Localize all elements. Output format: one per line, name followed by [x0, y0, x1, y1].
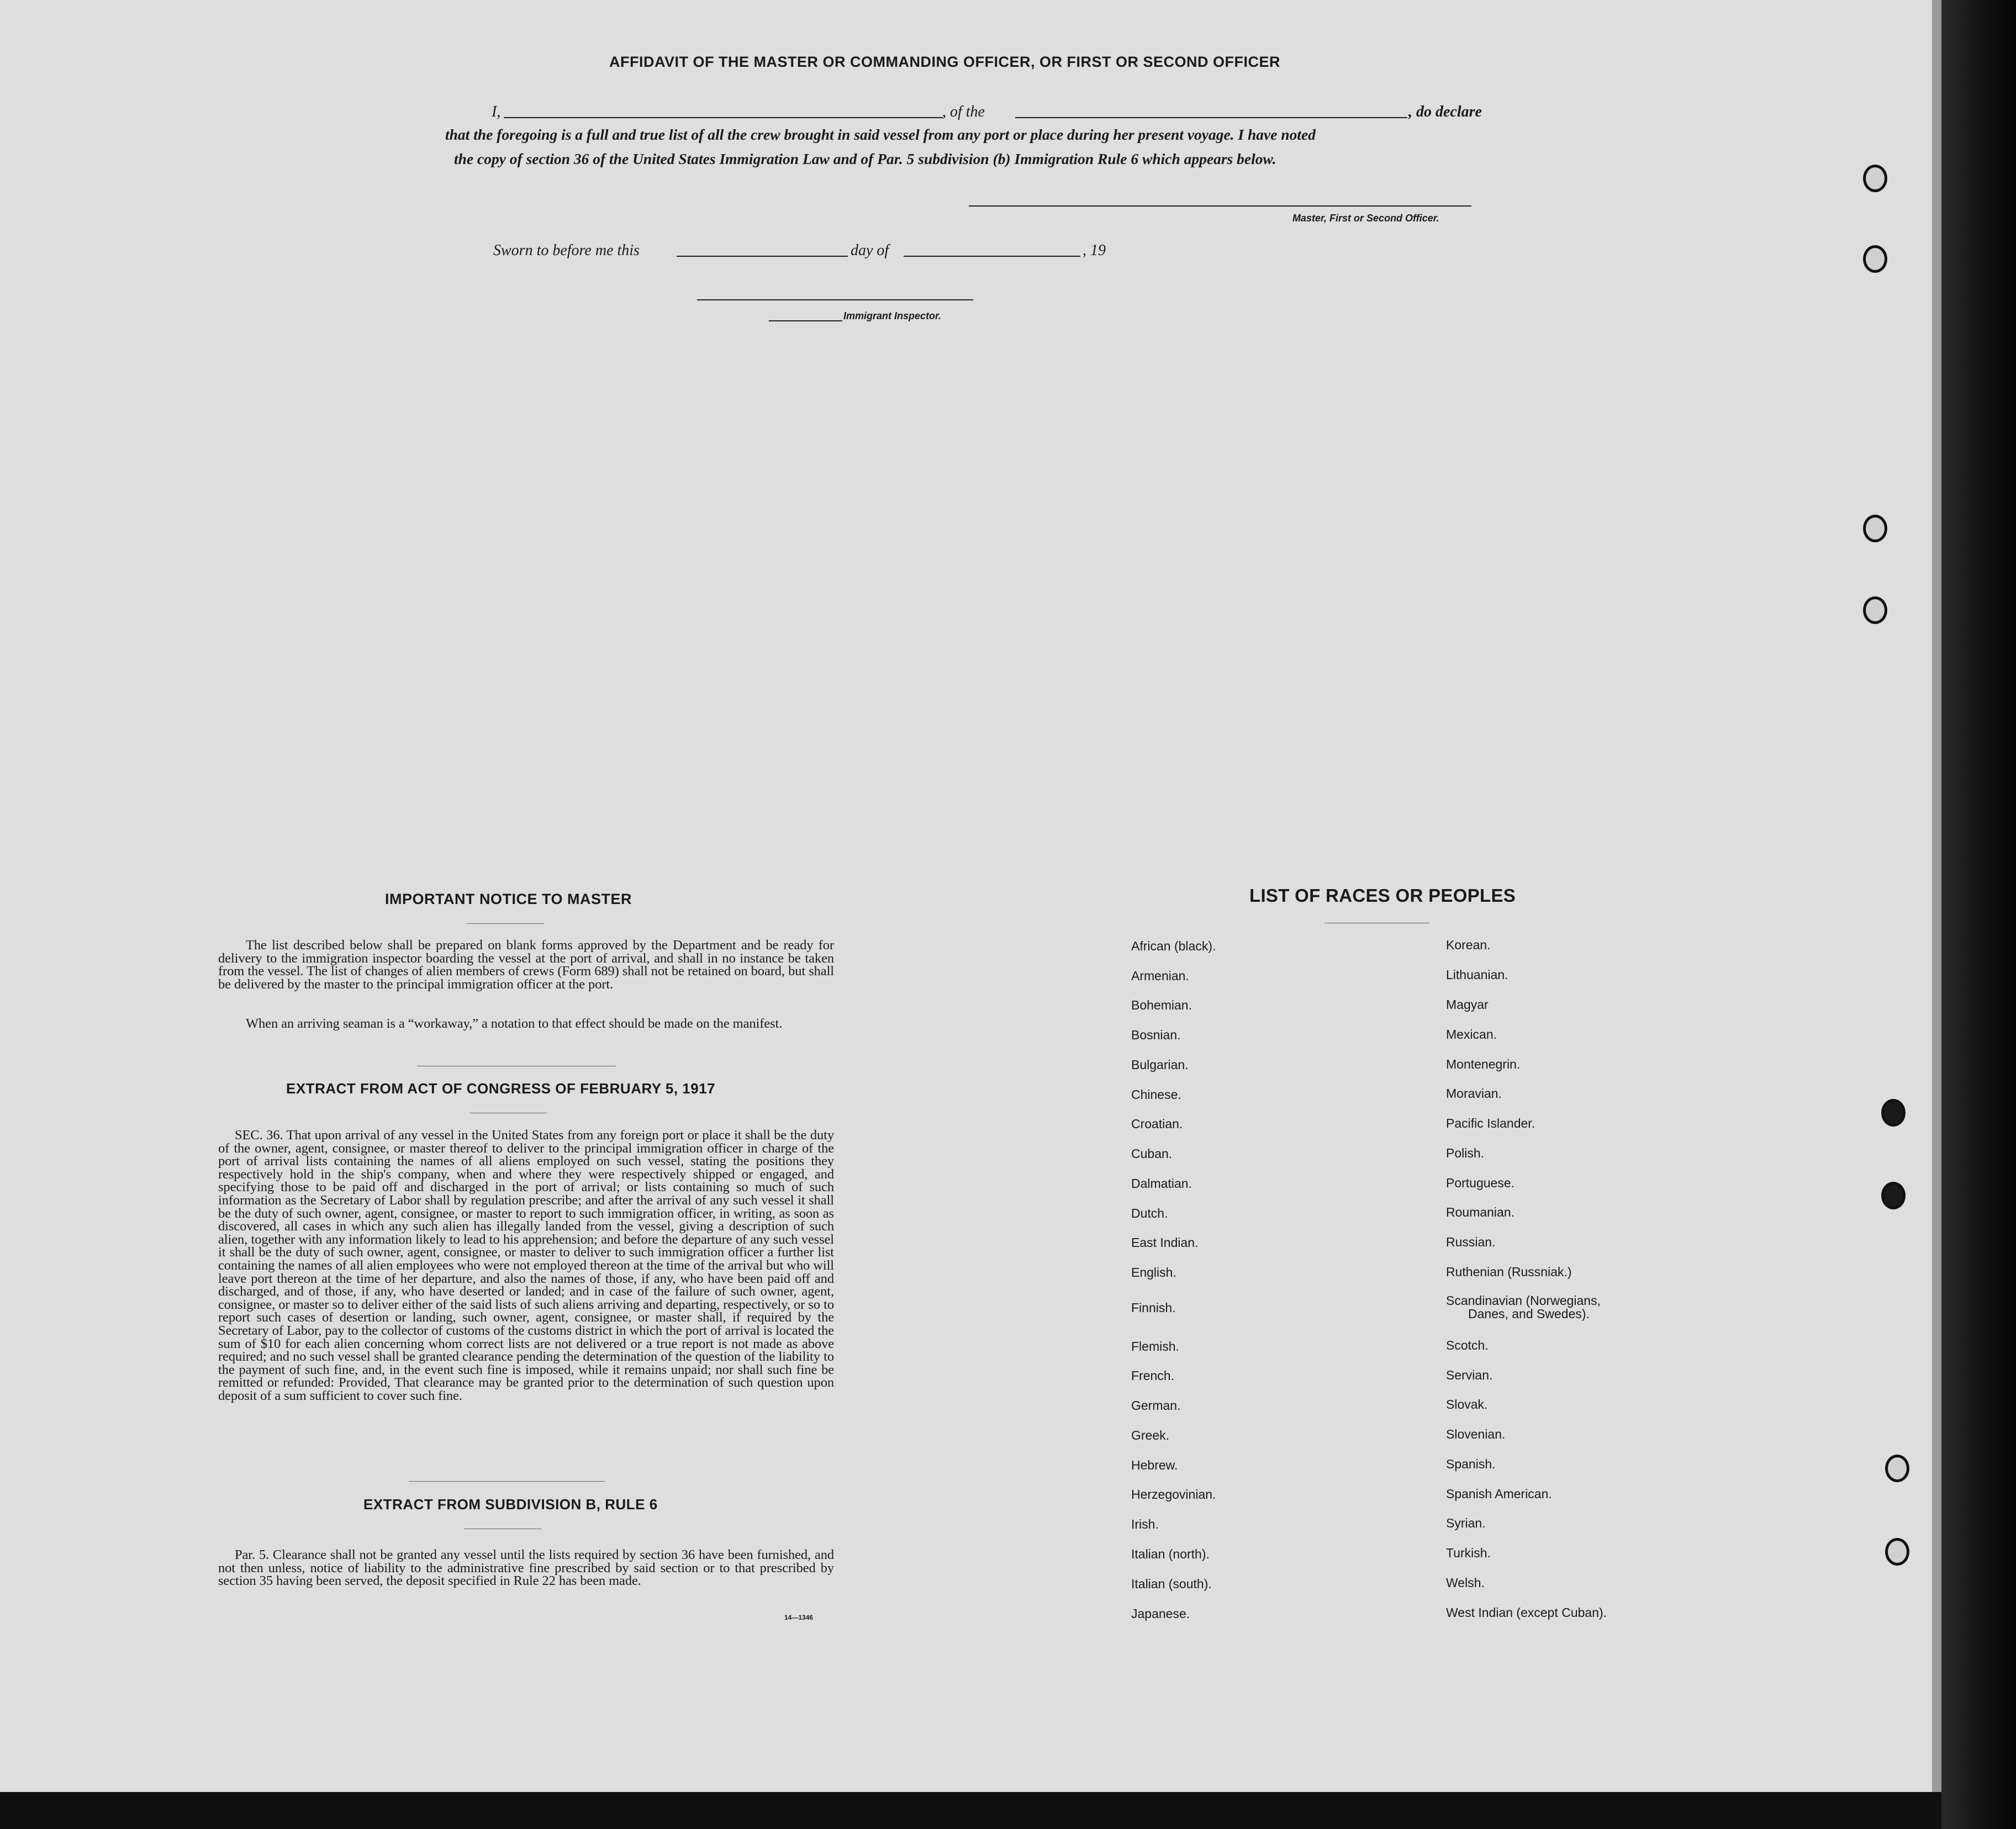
sworn-day-field[interactable] — [677, 256, 848, 257]
race-item: Lithuanian. — [1446, 968, 1508, 982]
race-item: West Indian (except Cuban). — [1446, 1605, 1607, 1620]
race-item: Korean. — [1446, 938, 1491, 952]
race-item: East Indian. — [1131, 1235, 1199, 1250]
race-item: Pacific Islander. — [1446, 1116, 1535, 1130]
race-item: Bohemian. — [1131, 998, 1192, 1012]
i-label: I, — [492, 103, 501, 120]
race-item: Syrian. — [1446, 1516, 1486, 1530]
race-item: Croatian. — [1131, 1117, 1183, 1131]
race-item: Slovak. — [1446, 1397, 1488, 1412]
race-item: Magyar — [1446, 997, 1489, 1012]
of-the-label: , of the — [942, 103, 985, 120]
sworn-label: Sworn to before me this — [493, 242, 640, 259]
races-title: LIST OF RACES OR PEOPLES — [1249, 885, 1516, 906]
race-item: Bulgarian. — [1131, 1058, 1189, 1072]
race-item: French. — [1131, 1368, 1174, 1383]
race-item: Spanish American. — [1446, 1487, 1552, 1501]
declaration-line-2: that the foregoing is a full and true list of all the crew brought in said vessel from any port or place during her present voyage. I have noted — [445, 126, 1316, 143]
race-item: Herzegovinian. — [1131, 1487, 1216, 1502]
vessel-field[interactable] — [1015, 117, 1407, 118]
race-item: Flemish. — [1131, 1339, 1179, 1354]
race-item: Hebrew. — [1131, 1458, 1178, 1472]
officer-caption: Master, First or Second Officer. — [1292, 213, 1439, 224]
race-item: Welsh. — [1446, 1576, 1485, 1590]
rule-extract-title: EXTRACT FROM SUBDIVISION B, RULE 6 — [363, 1496, 658, 1513]
punch-hole-icon — [1863, 245, 1887, 273]
race-item: Montenegrin. — [1446, 1057, 1521, 1071]
do-declare-label: , do declare — [1408, 103, 1482, 120]
race-item: Servian. — [1446, 1368, 1493, 1382]
race-item-continuation: Danes, and Swedes). — [1468, 1307, 1590, 1321]
race-item: Scandinavian (Norwegians, — [1446, 1293, 1601, 1308]
race-item: Italian (south). — [1131, 1577, 1212, 1591]
sworn-month-field[interactable] — [904, 256, 1080, 257]
race-item: Cuban. — [1131, 1146, 1173, 1161]
race-item: Bosnian. — [1131, 1028, 1181, 1042]
page-edge — [1932, 0, 1941, 1829]
punch-hole-icon — [1885, 1538, 1909, 1566]
race-item: English. — [1131, 1265, 1176, 1280]
day-of-label: day of — [851, 242, 889, 259]
race-item: Russian. — [1446, 1235, 1496, 1249]
race-item: Italian (north). — [1131, 1547, 1210, 1561]
race-item: Slovenian. — [1446, 1427, 1506, 1441]
race-item: African (black). — [1131, 939, 1216, 953]
punch-hole-icon — [1863, 165, 1887, 192]
inspector-signature-field[interactable] — [697, 299, 973, 300]
form-number: 14—1346 — [784, 1614, 814, 1621]
race-item: Portuguese. — [1446, 1176, 1515, 1190]
race-item: Greek. — [1131, 1428, 1170, 1442]
notice-paragraph-1: The list described below shall be prepared on blank forms approved by the Department and be ready for delivery to the immigration inspector boarding the vessel at the port of arrival, and shall in no instance be taken from the vessel. The list of changes of alien members of crews (Form 689) shall not be retained on board, but shall be delivered by the master to the principal immigration officer at the port. — [218, 938, 834, 992]
punch-hole-icon — [1863, 596, 1887, 624]
race-item: Irish. — [1131, 1517, 1159, 1531]
race-item: Chinese. — [1131, 1087, 1181, 1102]
punch-hole-icon — [1881, 1182, 1906, 1209]
race-item: Moravian. — [1446, 1086, 1502, 1101]
affidavit-title: AFFIDAVIT OF THE MASTER OR COMMANDING OFFICER, OR FIRST OR SECOND OFFICER — [609, 54, 1280, 70]
punch-hole-icon — [1881, 1099, 1906, 1127]
notice-title: IMPORTANT NOTICE TO MASTER — [385, 891, 632, 907]
notice-paragraph-2: When an arriving seaman is a “workaway,” a notation to that effect should be made on the manifest. — [246, 1016, 783, 1031]
divider — [467, 923, 544, 924]
race-item: Polish. — [1446, 1146, 1485, 1160]
adjacent-page-strip — [1941, 0, 2016, 1829]
punch-hole-icon — [1863, 515, 1887, 542]
inspector-caption: Immigrant Inspector. — [843, 310, 942, 321]
race-item: Dutch. — [1131, 1206, 1168, 1220]
race-item: Scotch. — [1446, 1338, 1489, 1352]
officer-signature-field[interactable] — [969, 205, 1471, 207]
declaration-line-3: the copy of section 36 of the United States Immigration Law and of Par. 5 subdivision (b) Immigration Rule 6 which appears below. — [454, 150, 1276, 167]
scan-border — [0, 1792, 1941, 1829]
race-item: Spanish. — [1446, 1457, 1496, 1471]
name-field[interactable] — [504, 117, 943, 118]
race-item: Roumanian. — [1446, 1205, 1515, 1219]
punch-hole-icon — [1885, 1455, 1909, 1482]
race-item: German. — [1131, 1398, 1181, 1413]
race-item: Ruthenian (Russniak.) — [1446, 1265, 1572, 1279]
year-label: , 19 — [1083, 242, 1106, 259]
section-36-paragraph: SEC. 36. That upon arrival of any vessel in the United States from any foreign port or place it shall be the duty of the owner, agent, consignee, or master thereof to deliver to the principal immigration officer in charge of the port of arrival lists containing the names of all aliens employed on such vessel, stating the positions they respectively hold in the ship's company, when and where they were respectively shipped or engaged, and specifying those to be paid off and discharged in the port of arrival; or lists containing so much of such information as the Secretary of Labor shall by regulation prescribe; and after the arrival of any such vessel it shall be the duty of such owner, agent, consignee, or master to report to such immigration officer, in writing, as soon as discovered, all cases in which any such alien has illegally landed from the vessel, giving a description of such alien, together with any information likely to lead to his apprehension; and before the departure of any such vessel it shall be the duty of such owner, agent, consignee, or master to deliver to such immigration officer a further list containing the names of all alien employees who were not employed thereon at the time of the arrival but who will leave port thereon at the time of her departure, and also the names of those, if any, who have been paid off and discharged, and of those, if any, who have deserted or landed; and in case of the failure of such owner, agent, consignee, or master so to deliver either of the said lists of such aliens arriving and departing, respectively, or so to report such cases of desertion or landing, such owner, agent, consignee, or master shall, if required by the Secretary of Labor, pay to the collector of customs of the customs district in which the port of arrival is located the sum of $10 for each alien concerning whom correct lists are not delivered or a true report is not made as above required; and no such vessel shall be granted clearance pending the determination of the question of the liability to the payment of such fine, and, in the event such fine is imposed, while it remains unpaid; nor shall such fine be remitted or refunded: Provided, That clearance may be granted prior to the determination of such question upon deposit of a sum sufficient to cover such fine. — [218, 1128, 834, 1403]
race-item: Mexican. — [1446, 1027, 1497, 1042]
inspector-prefix-field[interactable] — [769, 320, 842, 321]
divider — [409, 1481, 605, 1482]
race-item: Dalmatian. — [1131, 1176, 1192, 1191]
race-item: Armenian. — [1131, 969, 1189, 983]
race-item: Japanese. — [1131, 1606, 1190, 1621]
act-extract-title: EXTRACT FROM ACT OF CONGRESS OF FEBRUARY 5, 1917 — [286, 1080, 716, 1097]
rule-paragraph: Par. 5. Clearance shall not be granted any vessel until the lists required by section 36 have been furnished, and not then unless, notice of liability to the administrative fine prescribed by said section or to that prescribed by section 35 having been served, the deposit specified in Rule 22 has been made. — [218, 1547, 834, 1589]
race-item: Turkish. — [1446, 1546, 1491, 1560]
race-item: Finnish. — [1131, 1301, 1176, 1315]
